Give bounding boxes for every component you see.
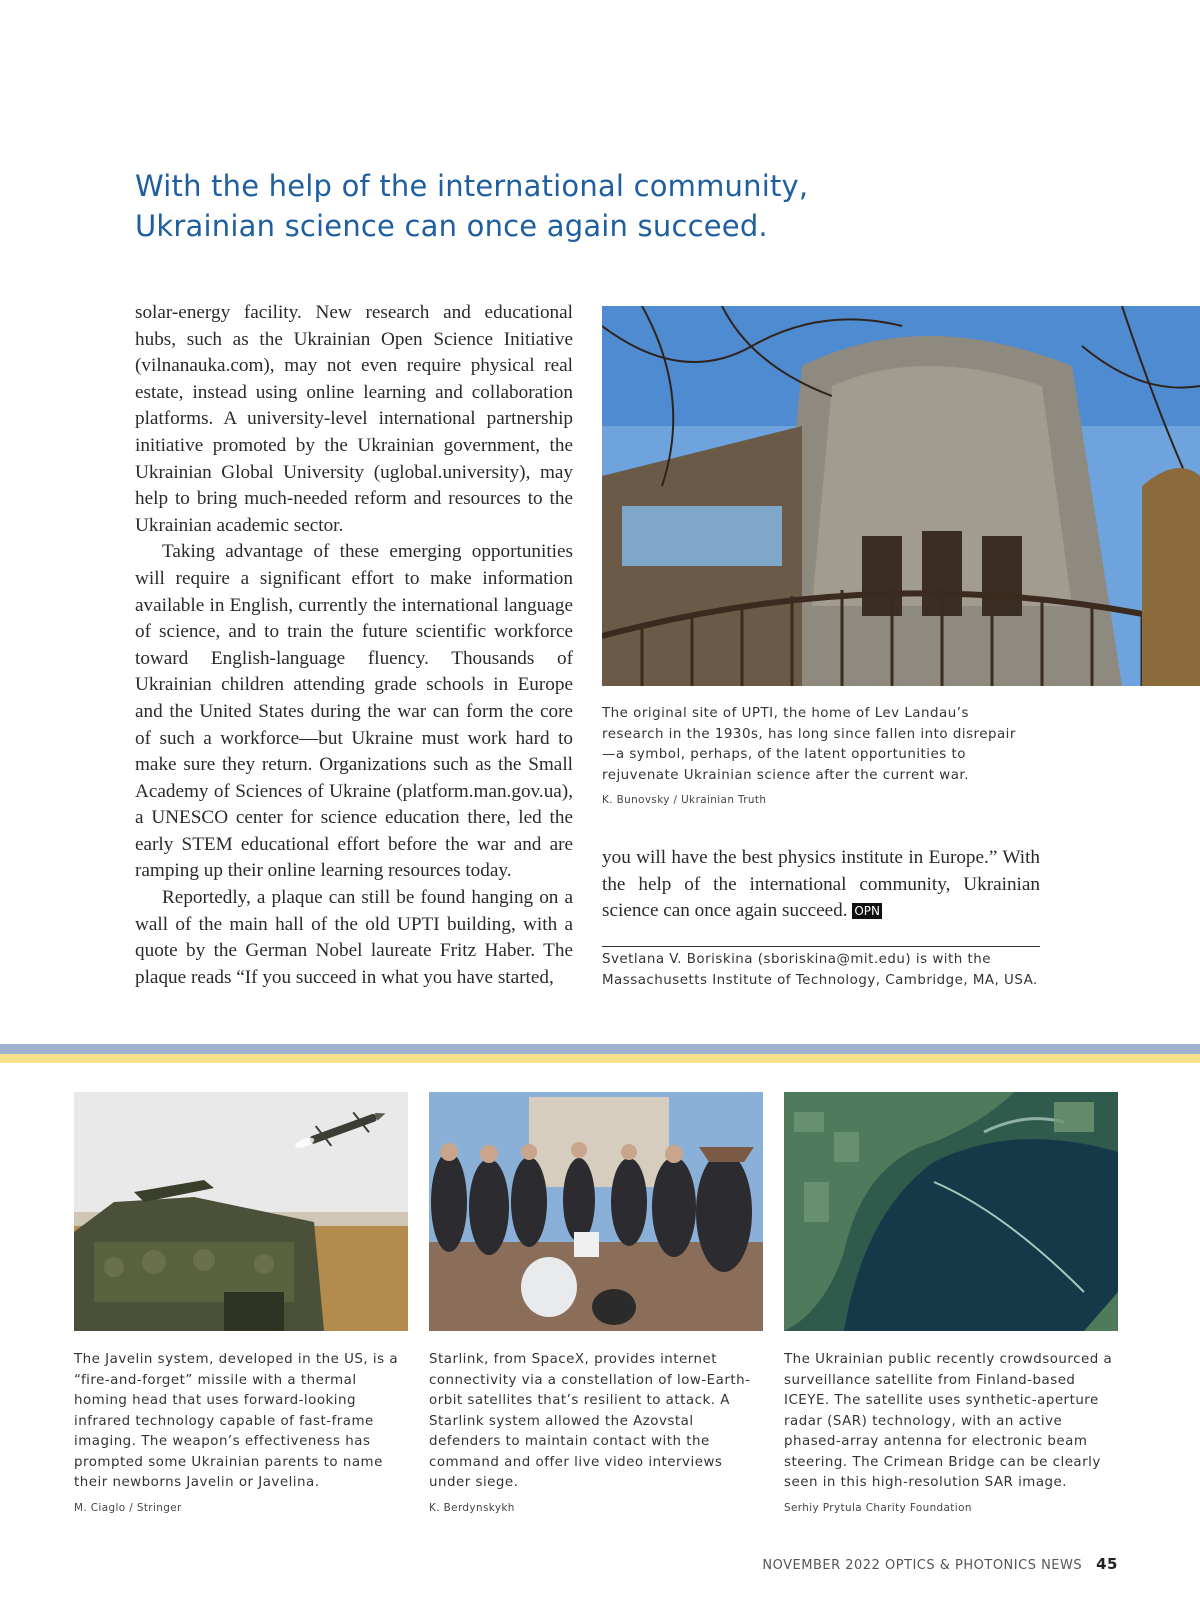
caption-text: The Ukrainian public recently crowdsourced a surveillance satellite from Finland-based ICEYE. The satellite uses synthetic-aperture radar (SAR) technology, with an active phased-array antenna for electronic beam steering. The Crimean Bridge can be clearly seen in this high-resolution SAR image. (784, 1352, 1113, 1490)
photo-credit: Serhiy Prytula Charity Foundation (784, 1501, 972, 1514)
issue-label: NOVEMBER 2022 OPTICS & PHOTONICS NEWS (762, 1558, 1083, 1573)
author-divider (602, 946, 1040, 947)
caption-text: Starlink, from SpaceX, provides internet connectivity via a constellation of low-Earth-orbit satellites that’s resilient to attack. A Starlink system allowed the Azovstal defenders to maintain contact with the command and offer live video interviews under siege. (429, 1352, 751, 1490)
javelin-caption (74, 1350, 408, 1516)
author-bio: Svetlana V. Boriskina (sboriskina@mit.edu) is with the Massachusetts Institute of Technology, Cambridge, MA, USA. (602, 952, 1038, 988)
paragraph: Taking advantage of these emerging opportunities will require a significant effort to make information available in English, currently the international language of science, and to train the future scientific workforce toward English-language fluency. Thousands of Ukrainian children attending grade schools in Europe and the United States during the war can form the core of such a workforce—but Ukraine must work hard to make sure they return. Organizations such as the Small Academy of Sciences of Ukraine (platform.man.gov.ua), a UNESCO center for science education there, led the early STEM educational effort before the war and are ramping up their online learning resources today. (135, 541, 573, 882)
pull-quote: With the help of the international community, Ukrainian science can once again succeed. (135, 169, 809, 243)
upti-building-photo (602, 306, 1200, 686)
article-left-column (135, 300, 573, 991)
javelin-photo (74, 1092, 408, 1331)
photo-credit: K. Berdynskykh (429, 1501, 515, 1514)
opn-end-mark: OPN (854, 904, 881, 919)
sar-satellite-image (784, 1092, 1118, 1331)
photo-credit: K. Bunovsky / Ukrainian Truth (602, 794, 767, 806)
flag-stripe-blue (0, 1044, 1200, 1054)
caption-text: The original site of UPTI, the home of Lev Landau’s research in the 1930s, has long since fallen into disrepair—a symbol, perhaps, of the latent opportunities to rejuvenate Ukrainian science after the current war. (602, 706, 1016, 783)
main-photo-caption (602, 704, 1022, 808)
flag-stripe-yellow (0, 1054, 1200, 1063)
paragraph: Reportedly, a plaque can still be found hanging on a wall of the main hall of the old UPTI building, with a quote by the German Nobel laureate Fritz Haber. The plaque reads “If you succeed in what you have started, (135, 887, 573, 988)
paragraph: solar-energy facility. New research and educational hubs, such as the Ukrainian Open Science Initiative (vilnanauka.com), may not even require physical real estate, instead using online learning and collaboration platforms. A university-level international partnership initiative promoted by the Ukrainian government, the Ukrainian Global University (uglobal.university), may help to bring much-needed reform and resources to the Ukrainian academic sector. (135, 302, 573, 536)
sar-caption (784, 1350, 1118, 1516)
page-footer (762, 1555, 1118, 1573)
caption-text: The Javelin system, developed in the US, is a “fire-and-forget” missile with a thermal homing head that uses forward-looking infrared technology capable of fast-frame imaging. The weapon’s effectiveness has prompted some Ukrainian parents to name their newborns Javelin or Javelina. (74, 1352, 399, 1490)
photo-credit: M. Ciaglo / Stringer (74, 1501, 182, 1514)
article-right-column (602, 845, 1040, 925)
closing-paragraph: you will have the best physics institute in Europe.” With the help of the international community, Ukrainian science can once again succeed. (602, 847, 1040, 922)
page-number: 45 (1096, 1555, 1118, 1573)
starlink-photo (429, 1092, 763, 1331)
starlink-caption (429, 1350, 763, 1516)
